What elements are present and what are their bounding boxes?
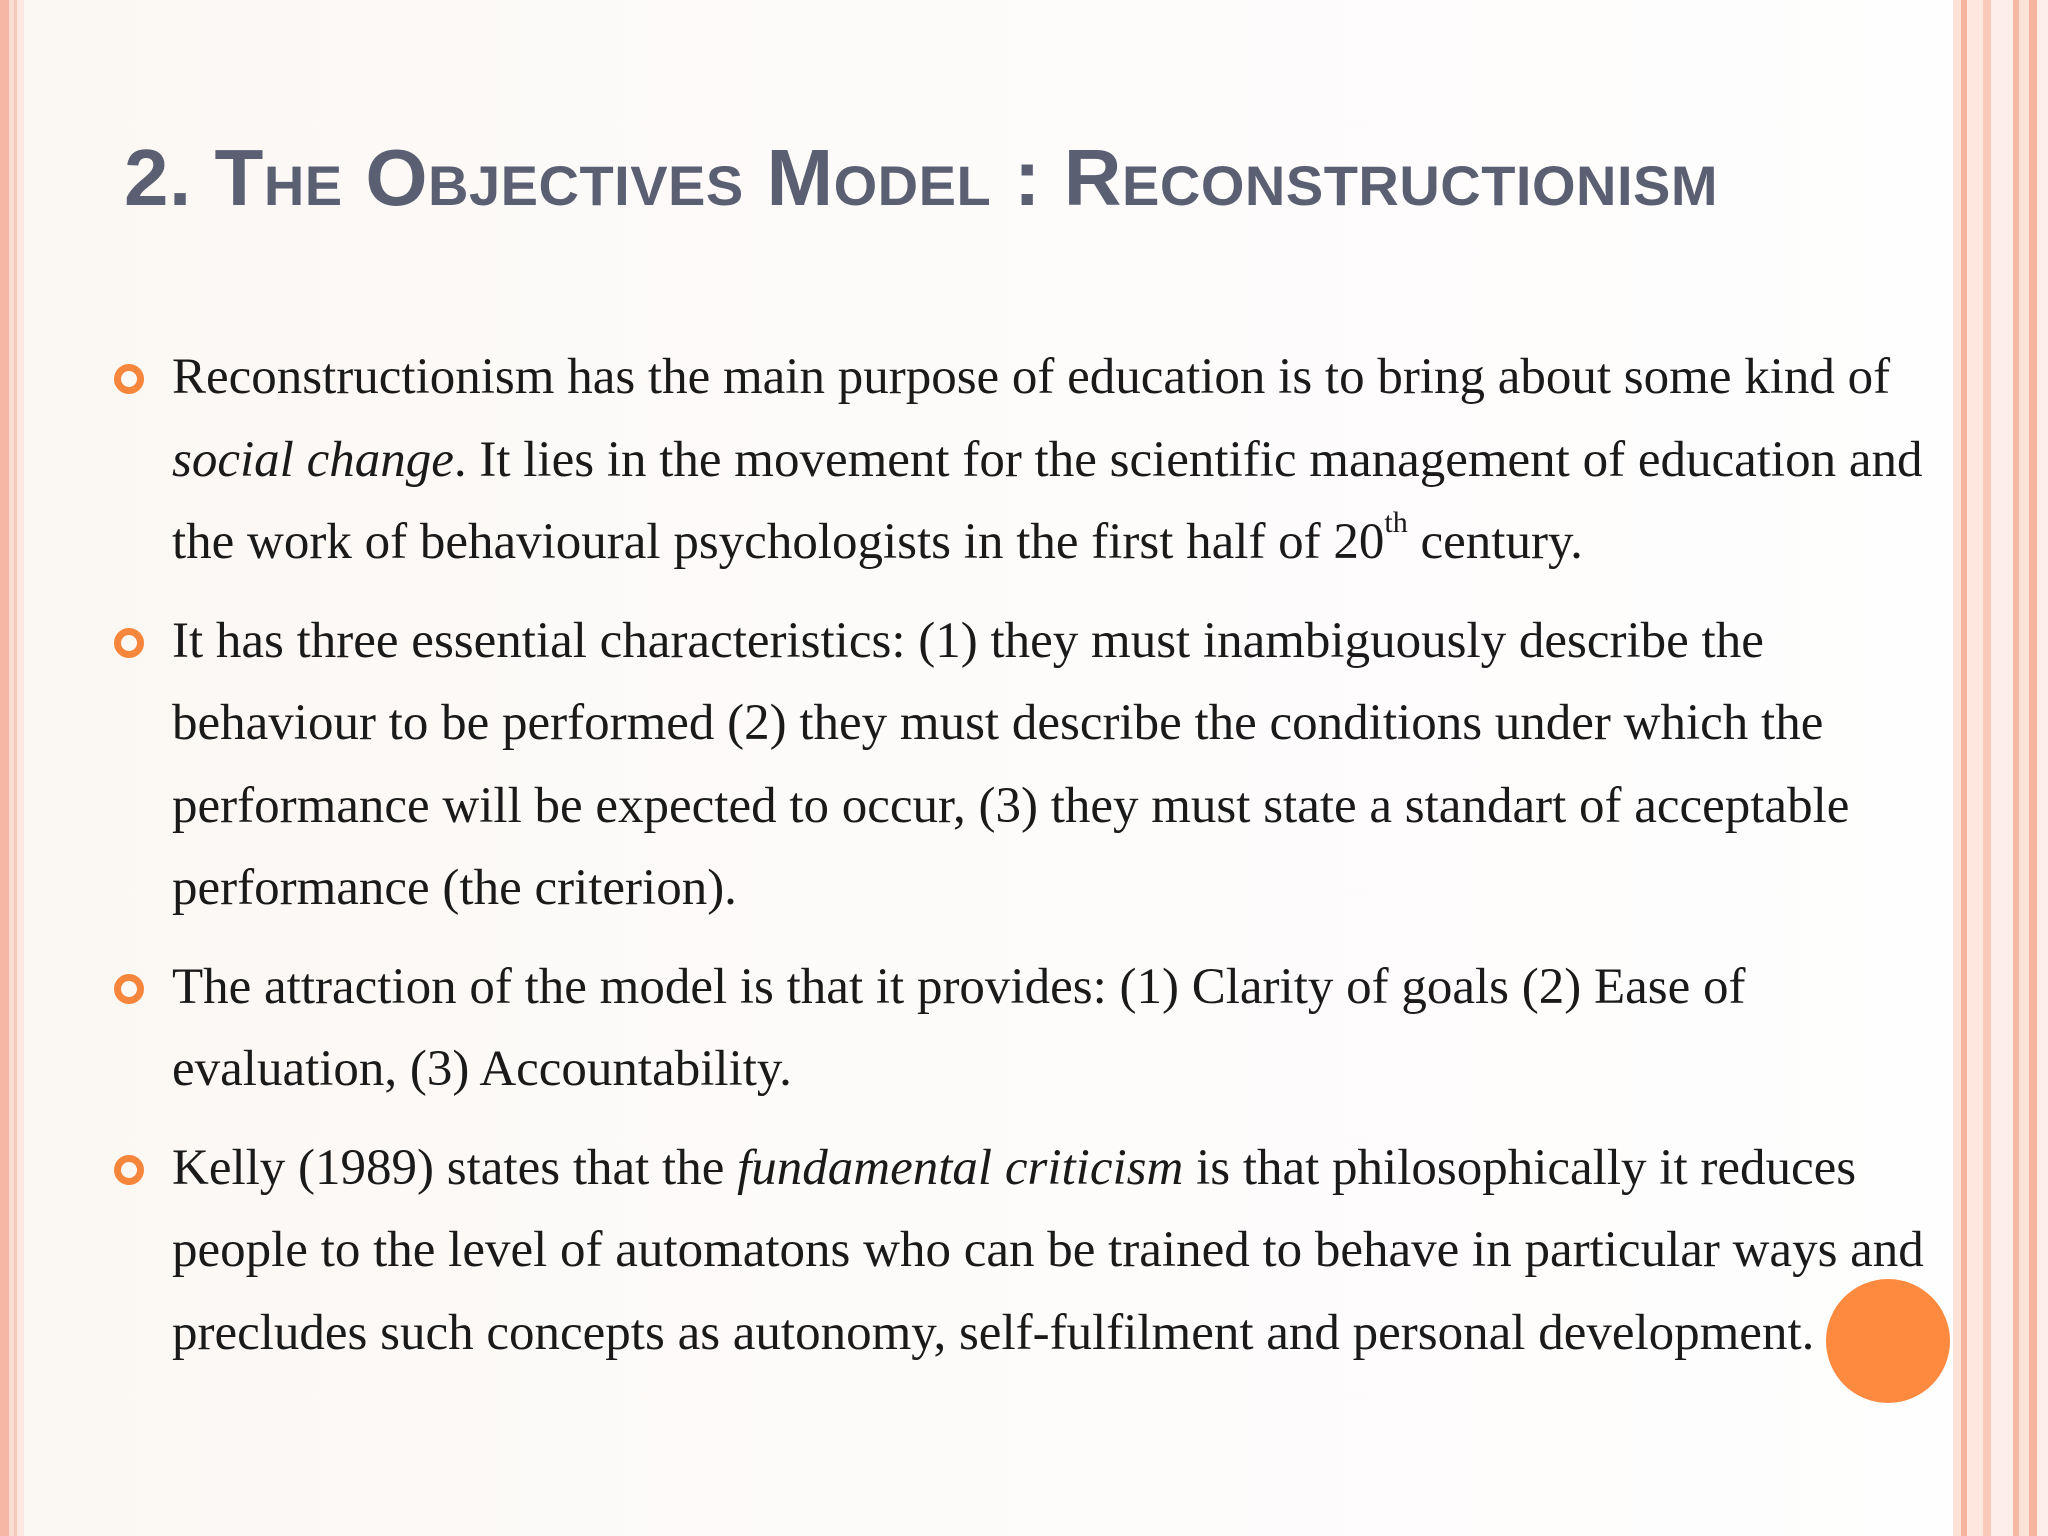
bullet-text: Kelly (1989) states that the fundamental criticism is that philosophically it reduces people to the level of automatons who can be trained to behave in particular ways and precludes such concepts as autonomy, self-fulfilment and personal development.	[172, 1139, 1924, 1361]
ring-bullet-icon	[114, 1155, 144, 1185]
emphasis-text: fundamental criticism	[737, 1139, 1184, 1196]
bullet-text: Reconstructionism has the main purpose of education is to bring about some kind of social change. It lies in the movement for the scientific management of education and the work of behavioural psychologists in the first half of 20th century.	[172, 349, 1923, 570]
bullet-item	[110, 600, 1930, 930]
bullet-item	[110, 1127, 1930, 1375]
bullet-item	[110, 946, 1930, 1111]
bullet-item	[110, 336, 1930, 584]
left-decorative-border	[0, 0, 24, 1536]
slide-title: 2. The Objectives Model : Reconstructionism	[124, 133, 1719, 222]
ring-bullet-icon	[114, 974, 144, 1004]
superscript: th	[1384, 506, 1408, 539]
bullet-text: It has three essential characteristics: (1) they must inambiguously describe the behaviour to be performed (2) they must describe the conditions under which the performance will be expected to occur, (3) they must state a standart of acceptable performance (the criterion).	[172, 612, 1850, 916]
right-decorative-border	[1953, 0, 2048, 1536]
bullet-text: The attraction of the model is that it provides: (1) Clarity of goals (2) Ease of evaluation, (3) Accountability.	[172, 958, 1746, 1097]
ring-bullet-icon	[114, 628, 144, 658]
orange-circle-decoration	[1826, 1279, 1950, 1403]
emphasis-text: social change	[172, 431, 454, 488]
bullet-list	[110, 336, 1930, 1390]
ring-bullet-icon	[114, 364, 144, 394]
